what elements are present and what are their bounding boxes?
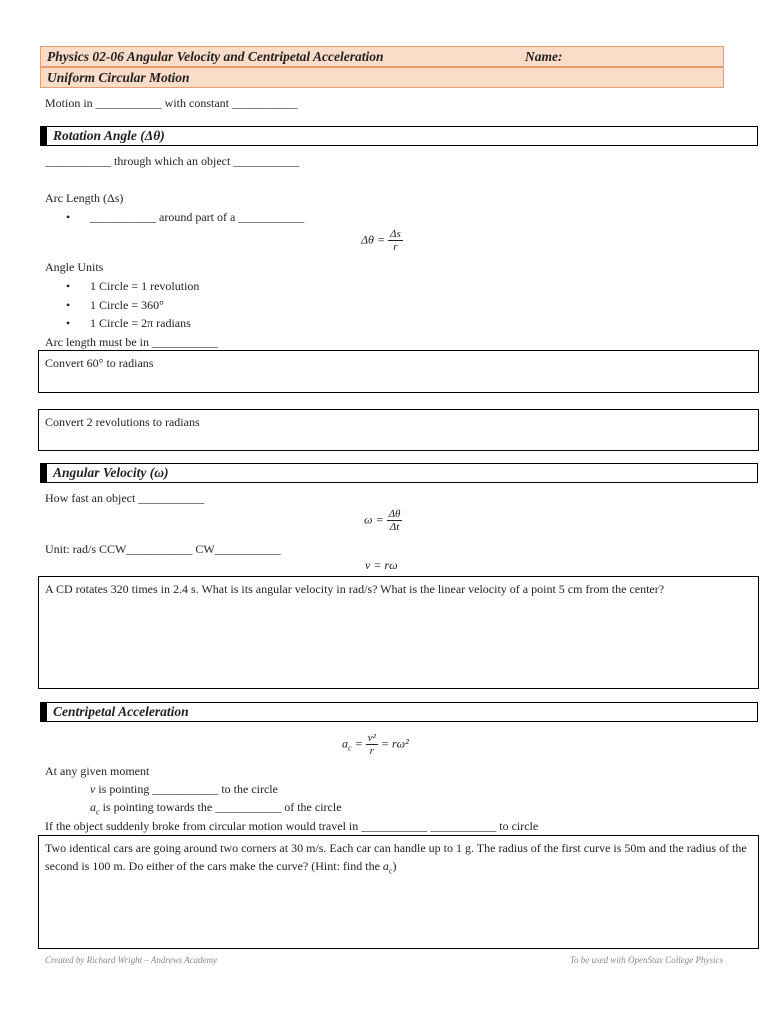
bullet-icon: •	[66, 210, 71, 224]
bullet-icon: •	[66, 279, 71, 293]
equation-lhs: a	[342, 736, 348, 751]
problem-text: A CD rotates 320 times in 2.4 s. What is its angular velocity in rad/s? What is the linear velocity of a point 5 cm from the center?	[45, 582, 665, 596]
equation-numerator: Δs	[390, 228, 401, 240]
problem-box-convert-degrees[interactable]	[38, 350, 759, 393]
problem-text: Two identical cars are going around two corners at 30 m/s. Each car can handle up to 1 g. The radius of the first curve is 50m and the radius of the second is 100 m. Do either of the cars make the curve? (Hint: find the	[45, 841, 747, 873]
angle-units-label: Angle Units	[45, 260, 104, 274]
equation-denominator: Δt	[389, 521, 400, 533]
worksheet-subtitle: Uniform Circular Motion	[40, 67, 724, 88]
velocity-variable: v	[90, 782, 96, 796]
worksheet-title: Physics 02-06 Angular Velocity and Centripetal Acceleration	[47, 49, 384, 64]
angular-velocity-equation	[364, 508, 402, 533]
arc-length-bullet: ___________ around part of a ___________	[90, 210, 305, 224]
equation-fraction	[366, 732, 378, 757]
any-moment-label: At any given moment	[45, 764, 150, 778]
worksheet-header	[40, 46, 724, 67]
section-angular-velocity: Angular Velocity (ω)	[40, 463, 758, 483]
footer-credit: Created by Richard Wright – Andrews Academy	[45, 955, 218, 965]
rotation-angle-equation	[361, 228, 403, 253]
linear-velocity-equation: v = rω	[365, 558, 398, 572]
bullet-icon: •	[66, 316, 71, 330]
broke-from-motion-line: If the object suddenly broke from circular motion would travel in ___________ ___________ to circle	[45, 819, 539, 833]
centripetal-acceleration-equation	[342, 732, 409, 757]
equation-rhs: = rω²	[380, 736, 409, 751]
equation-lhs: ω =	[364, 512, 384, 527]
problem-variable: a	[382, 859, 389, 873]
equation-lhs: Δθ =	[361, 232, 386, 247]
angular-velocity-line: How fast an object ___________	[45, 491, 205, 505]
angle-unit-item: 1 Circle = 2π radians	[90, 316, 191, 330]
equation-fraction	[388, 228, 403, 253]
section-centripetal-acceleration: Centripetal Acceleration	[40, 702, 758, 722]
equation-subscript: c	[348, 743, 352, 753]
equation-denominator: r	[369, 745, 374, 757]
acceleration-direction-text: is pointing towards the ___________ of the circle	[99, 800, 342, 814]
problem-box-convert-revolutions[interactable]	[38, 409, 759, 451]
velocity-direction-line	[90, 781, 278, 797]
arc-length-label: Arc Length (Δs)	[45, 191, 124, 205]
equation-fraction	[387, 508, 403, 533]
angular-units-line: Unit: rad/s CCW___________ CW___________	[45, 542, 281, 556]
problem-text-end: )	[392, 859, 397, 873]
problem-subscript: c	[388, 866, 393, 876]
section-rotation-angle: Rotation Angle (Δθ)	[40, 126, 758, 146]
problem-text: Convert 60° to radians	[45, 356, 154, 370]
equation-denominator: r	[393, 241, 398, 253]
name-field-label: Name:	[525, 49, 563, 64]
angle-unit-item: 1 Circle = 360°	[90, 298, 164, 312]
intro-line: Motion in ___________ with constant ___________	[45, 96, 298, 110]
equation-numerator: v²	[367, 732, 376, 744]
velocity-direction-text: is pointing ___________ to the circle	[95, 782, 278, 796]
arc-length-units-line: Arc length must be in ___________	[45, 335, 218, 349]
problem-box-cd-rotation[interactable]	[38, 576, 759, 689]
footer-source: To be used with OpenStax College Physics	[569, 955, 723, 965]
rotation-line: ___________ through which an object ___________	[45, 154, 300, 168]
equation-numerator: Δθ	[388, 508, 401, 520]
angle-unit-item: 1 Circle = 1 revolution	[90, 279, 200, 293]
bullet-icon: •	[66, 298, 71, 312]
problem-box-cars-curve[interactable]	[38, 835, 759, 949]
equals-sign: =	[354, 736, 363, 751]
acceleration-variable: a	[90, 800, 96, 814]
acceleration-subscript: c	[96, 807, 100, 817]
problem-text: Convert 2 revolutions to radians	[45, 415, 200, 429]
